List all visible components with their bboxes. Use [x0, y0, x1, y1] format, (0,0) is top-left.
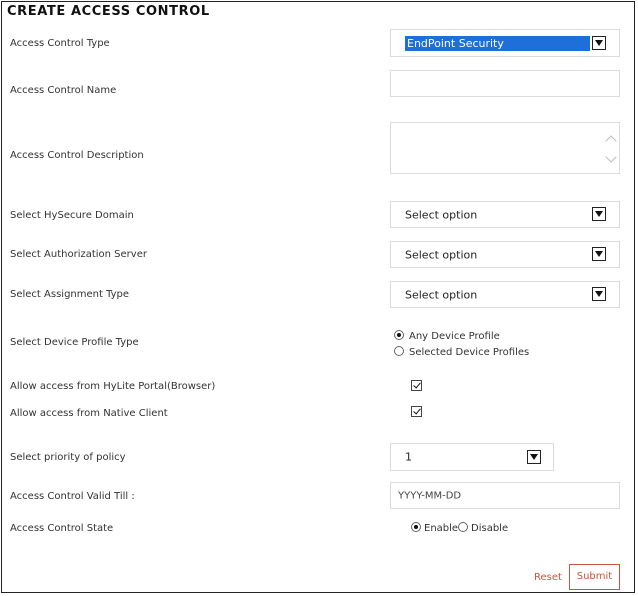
authorization-server-label: Select Authorization Server: [10, 249, 147, 260]
valid-till-placeholder: YYYY-MM-DD: [398, 490, 462, 501]
chevron-down-icon[interactable]: [592, 287, 606, 301]
allow-native-client-label: Allow access from Native Client: [10, 408, 168, 419]
priority-label: Select priority of policy: [10, 452, 126, 463]
radio-selected-device-profiles[interactable]: [394, 346, 404, 356]
allow-native-client-checkbox[interactable]: [411, 406, 422, 417]
assignment-type-select[interactable]: [390, 281, 620, 308]
chevron-down-icon[interactable]: [592, 247, 606, 261]
disable-label: Disable: [471, 523, 509, 534]
access-control-name-input[interactable]: [390, 70, 620, 97]
hysecure-domain-value: Select option: [405, 208, 478, 221]
access-control-type-select[interactable]: [390, 29, 620, 57]
any-device-profile-label: Any Device Profile: [409, 331, 500, 342]
selected-device-profiles-label: Selected Device Profiles: [409, 347, 530, 358]
state-label: Access Control State: [10, 523, 114, 534]
scroll-up-icon[interactable]: [605, 135, 616, 146]
authorization-server-select[interactable]: [390, 241, 620, 268]
scroll-down-icon[interactable]: [605, 151, 616, 162]
assignment-type-label: Select Assignment Type: [10, 289, 130, 300]
submit-button[interactable]: Submit: [569, 564, 620, 590]
radio-enable[interactable]: [411, 522, 421, 532]
reset-link[interactable]: Reset: [534, 572, 562, 583]
hysecure-domain-label: Select HySecure Domain: [10, 210, 134, 221]
chevron-down-icon[interactable]: [592, 207, 606, 221]
page-title: CREATE ACCESS CONTROL: [7, 4, 210, 19]
priority-select[interactable]: [390, 443, 554, 471]
access-control-name-label: Access Control Name: [10, 85, 117, 96]
valid-till-input[interactable]: [390, 482, 620, 509]
chevron-down-icon[interactable]: [527, 450, 541, 464]
access-control-type-label: Access Control Type: [10, 38, 110, 49]
chevron-down-icon[interactable]: [592, 36, 606, 50]
access-control-description-textarea[interactable]: [390, 122, 620, 174]
allow-hylite-portal-checkbox[interactable]: [411, 380, 422, 391]
device-profile-type-label: Select Device Profile Type: [10, 337, 139, 348]
access-control-description-label: Access Control Description: [10, 150, 144, 161]
authorization-server-value: Select option: [405, 248, 478, 261]
radio-any-device-profile[interactable]: [394, 330, 404, 340]
access-control-type-value: EndPoint Security: [405, 36, 590, 51]
valid-till-label: Access Control Valid Till :: [10, 491, 135, 502]
radio-disable[interactable]: [458, 522, 468, 532]
assignment-type-value: Select option: [405, 288, 478, 301]
priority-value: 1: [405, 450, 412, 464]
enable-label: Enable: [424, 523, 459, 534]
allow-hylite-portal-label: Allow access from HyLite Portal(Browser): [10, 381, 216, 392]
hysecure-domain-select[interactable]: [390, 201, 620, 228]
